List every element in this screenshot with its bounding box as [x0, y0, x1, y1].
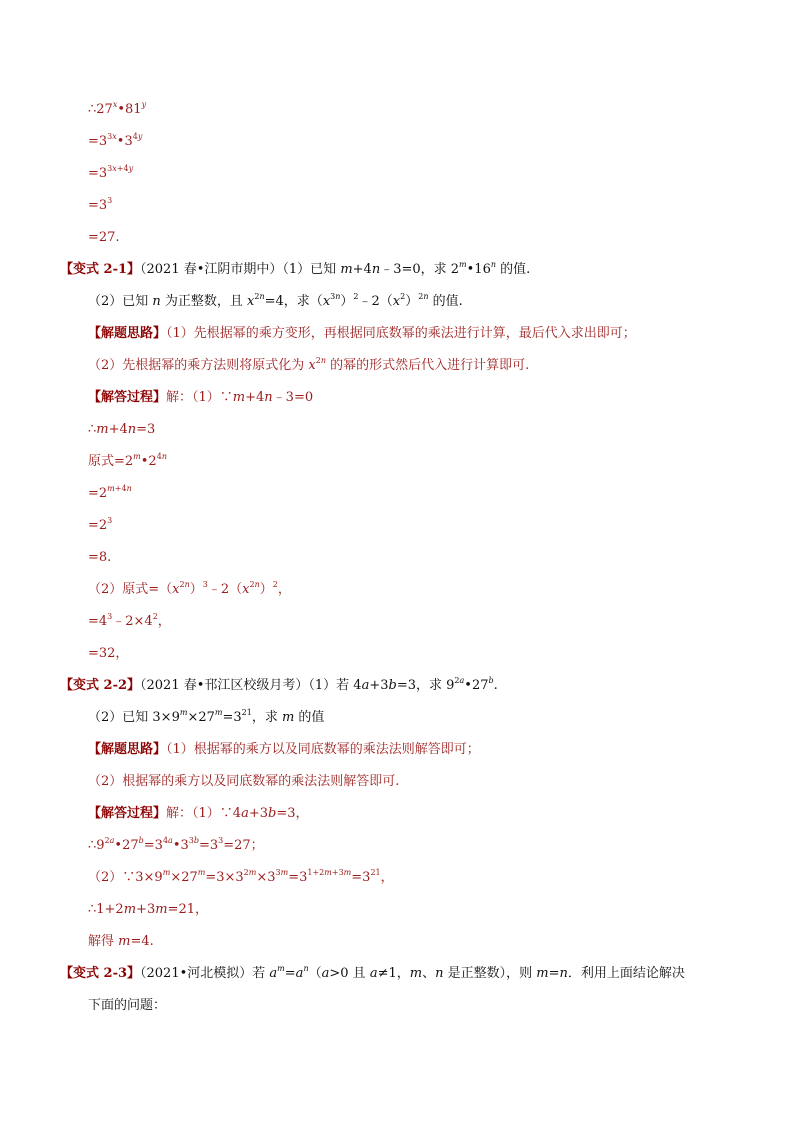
text-line: =8. — [88, 550, 112, 565]
text-line: =32， — [88, 646, 129, 661]
text-line: ∴1+2m+3m=21， — [88, 902, 208, 917]
text-line: 【解答过程】解：（1）∵4a+3b=3， — [88, 806, 309, 821]
text-line: （2）已知 n 为正整数，且 $x^{2n}=4$，求$(x^{3n})^2﹣2(x^2)^{2n}$ 的值. — [88, 291, 463, 309]
text-line: （2）原式$=(x^{2n})^3﹣2(x^{2n})^2$， — [88, 579, 291, 597]
text-line: 【变式 2-1】（2021 春•江阴市期中）（1）已知 m+4n﹣3=0，求 2$^m$•16$^n$ 的值. — [60, 259, 531, 277]
text-line: 原式$=2^m•2^{4n}$ — [88, 451, 167, 469]
text-line: 解得 m=4. — [88, 934, 154, 949]
text-line: $\therefore 9^{2a}•27^b=3^{4a}•3^{3b}=3^3=27$； — [88, 835, 264, 853]
text-line: （2）已知 $3\times 9^m\times 27^m=3^{21}$，求 m 的值 — [88, 707, 325, 725]
text-line: 【变式 2-3】（2021•河北模拟）若 $a^m=a^n(a>0$ 且 a≠1，m、n 是正整数），则 m=n．利用上面结论解决 — [60, 963, 685, 981]
text-line: =27. — [88, 230, 120, 245]
text-line: （2）根据幂的乘方以及同底数幂的乘法法则解答即可. — [88, 774, 400, 789]
text-line: 下面的问题： — [88, 998, 167, 1013]
text-line: 【解题思路】（1）根据幂的乘方以及同底数幂的乘法法则解答即可； — [88, 742, 480, 757]
text-line: $=2^3$ — [88, 515, 113, 533]
text-line: $=2^{m+4n}$ — [88, 483, 132, 501]
text-line: ∴m+4n=3 — [88, 422, 156, 437]
text-line: ∴27$^x$•81$^y$ — [88, 99, 147, 117]
text-line: 【变式 2-2】（2021 春•邗江区校级月考）（1）若 4a+3b=3，求 $9^{2a}•27^b$. — [60, 675, 498, 693]
text-line: $=4^3﹣2\times 4^2$， — [88, 611, 171, 629]
text-line: $=3^3$ — [88, 195, 113, 213]
text-line: 【解题思路】（1）先根据幂的乘方变形，再根据同底数幂的乘法进行计算，最后代入求出即可； — [88, 326, 636, 341]
text-line: $(2)\because 3\times 9^m\times 27^m=3\times 3^{2m}\times 3^{3m}=3^{1+2m+3m}=3^{21}$， — [88, 867, 394, 885]
text-line: （2）先根据幂的乘方法则将原式化为 $x^{2n}$ 的幂的形式然后代入进行计算即可. — [88, 355, 530, 373]
text-line: $=3^{3x}•3^{4y}$ — [88, 131, 143, 149]
text-line: 【解答过程】解：（1）∵m+4n﹣3=0 — [88, 390, 314, 405]
text-line: $=3^{3x+4y}$ — [88, 163, 134, 181]
